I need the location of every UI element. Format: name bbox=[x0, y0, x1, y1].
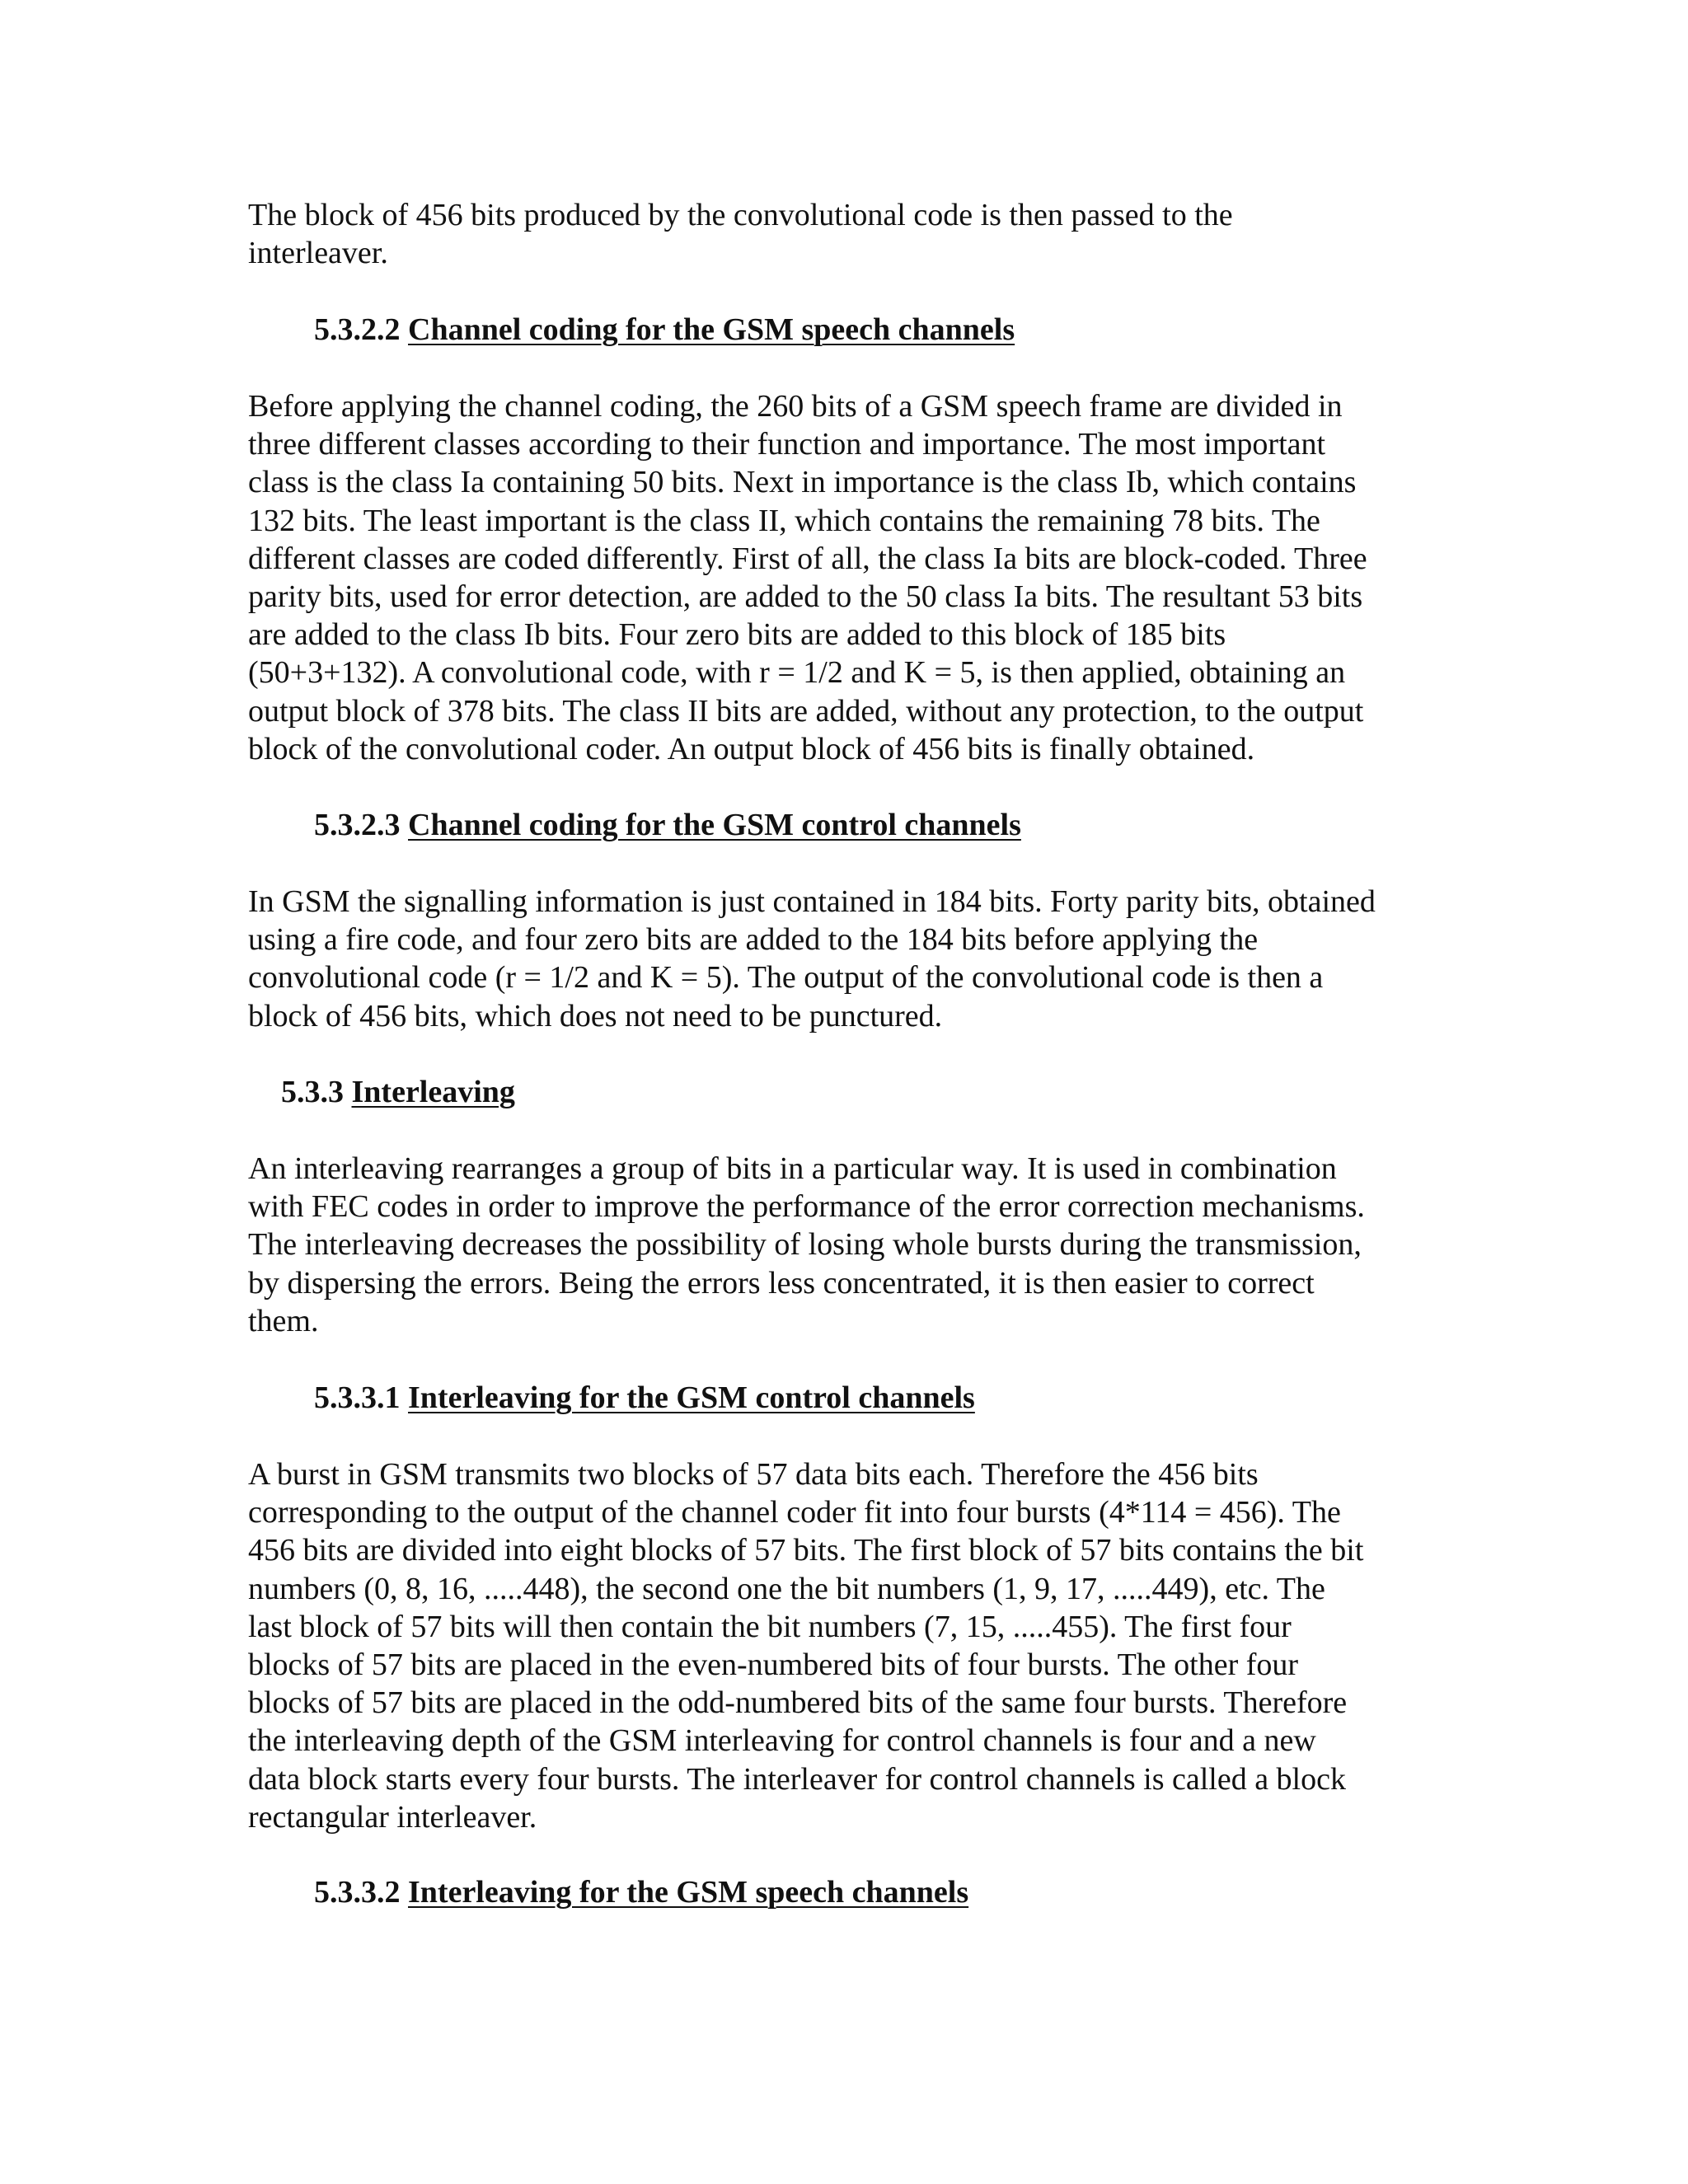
text-line: Before applying the channel coding, the 260 bits of a GSM speech frame are divided in bbox=[248, 389, 1343, 424]
text-line: corresponding to the output of the channel coder fit into four bursts (4*114 = 456). The bbox=[248, 1495, 1341, 1530]
text-line: block of the convolutional coder. An output block of 456 bits is finally obtained. bbox=[248, 731, 1255, 766]
heading-5-3-2-3 bbox=[314, 806, 1021, 844]
text-line: blocks of 57 bits are placed in the even-numbered bits of four bursts. The other four bbox=[248, 1647, 1299, 1683]
text-line: 456 bits are divided into eight blocks of 57 bits. The first block of 57 bits contains the bit bbox=[248, 1533, 1364, 1568]
heading-5-3-3-2 bbox=[314, 1873, 968, 1911]
text-line: parity bits, used for error detection, are added to the 50 class Ia bits. The resultant 53 bits bbox=[248, 579, 1363, 615]
section-title: Channel coding for the GSM speech channels bbox=[408, 312, 1015, 347]
text-line: In GSM the signalling information is just contained in 184 bits. Forty parity bits, obtained bbox=[248, 884, 1376, 919]
text-line: are added to the class Ib bits. Four zero bits are added to this block of 185 bits bbox=[248, 617, 1226, 653]
section-number: 5.3.3.2 bbox=[314, 1875, 401, 1910]
text-line: the interleaving depth of the GSM interleaving for control channels is four and a new bbox=[248, 1723, 1316, 1759]
text-line: interleaver. bbox=[248, 236, 388, 271]
text-line: An interleaving rearranges a group of bits in a particular way. It is used in combination bbox=[248, 1151, 1337, 1186]
text-line: rectangular interleaver. bbox=[248, 1799, 537, 1835]
section-title: Interleaving for the GSM control channels bbox=[408, 1380, 975, 1415]
text-line: The block of 456 bits produced by the convolutional code is then passed to the bbox=[248, 198, 1233, 232]
text-line: numbers (0, 8, 16, .....448), the second one the bit numbers (1, 9, 17, .....449), etc. The bbox=[248, 1571, 1325, 1606]
heading-5-3-3 bbox=[281, 1073, 515, 1111]
text-line: by dispersing the errors. Being the errors less concentrated, it is then easier to correct bbox=[248, 1265, 1315, 1301]
paragraph-interleaving bbox=[248, 1150, 1468, 1340]
text-line: data block starts every four bursts. The interleaver for control channels is called a block bbox=[248, 1761, 1346, 1797]
section-title: Interleaving for the GSM speech channels bbox=[408, 1875, 969, 1910]
section-number: 5.3.2.3 bbox=[314, 808, 401, 842]
text-line: class is the class Ia containing 50 bits. Next in importance is the class Ib, which contains bbox=[248, 465, 1357, 500]
heading-5-3-2-2 bbox=[314, 311, 1015, 349]
text-line: last block of 57 bits will then contain the bit numbers (7, 15, .....455). The first four bbox=[248, 1609, 1292, 1644]
section-title: Channel coding for the GSM control channels bbox=[408, 808, 1021, 842]
paragraph-speech-channel-coding bbox=[248, 387, 1468, 768]
text-line: The interleaving decreases the possibility of losing whole bursts during the transmission, bbox=[248, 1227, 1362, 1263]
section-number: 5.3.3 bbox=[281, 1075, 344, 1109]
heading-5-3-3-1 bbox=[314, 1379, 975, 1417]
text-line: output block of 378 bits. The class II bits are added, without any protection, to the output bbox=[248, 693, 1364, 729]
text-line: using a fire code, and four zero bits are added to the 184 bits before applying the bbox=[248, 922, 1259, 958]
paragraph-interleaver-intro bbox=[248, 196, 1468, 272]
text-line: them. bbox=[248, 1303, 319, 1338]
text-line: 132 bits. The least important is the class II, which contains the remaining 78 bits. The bbox=[248, 503, 1320, 538]
text-line: with FEC codes in order to improve the performance of the error correction mechanisms. bbox=[248, 1189, 1365, 1225]
text-line: convolutional code (r = 1/2 and K = 5). The output of the convolutional code is then a bbox=[248, 960, 1324, 996]
section-number: 5.3.3.1 bbox=[314, 1380, 401, 1415]
text-line: block of 456 bits, which does not need to be punctured. bbox=[248, 998, 943, 1033]
paragraph-control-channel-coding bbox=[248, 883, 1468, 1035]
text-line: (50+3+132). A convolutional code, with r = 1/2 and K = 5, is then applied, obtaining an bbox=[248, 655, 1346, 691]
text-line: three different classes according to their function and importance. The most important bbox=[248, 427, 1326, 462]
section-title: Interleaving bbox=[351, 1075, 515, 1109]
text-line: different classes are coded differently. First of all, the class Ia bits are block-coded. Three bbox=[248, 541, 1367, 576]
paragraph-control-channel-interleaving bbox=[248, 1455, 1468, 1836]
text-line: blocks of 57 bits are placed in the odd-numbered bits of the same four bursts. Therefore bbox=[248, 1685, 1348, 1721]
section-number: 5.3.2.2 bbox=[314, 312, 401, 347]
text-line: A burst in GSM transmits two blocks of 57 data bits each. Therefore the 456 bits bbox=[248, 1457, 1259, 1492]
